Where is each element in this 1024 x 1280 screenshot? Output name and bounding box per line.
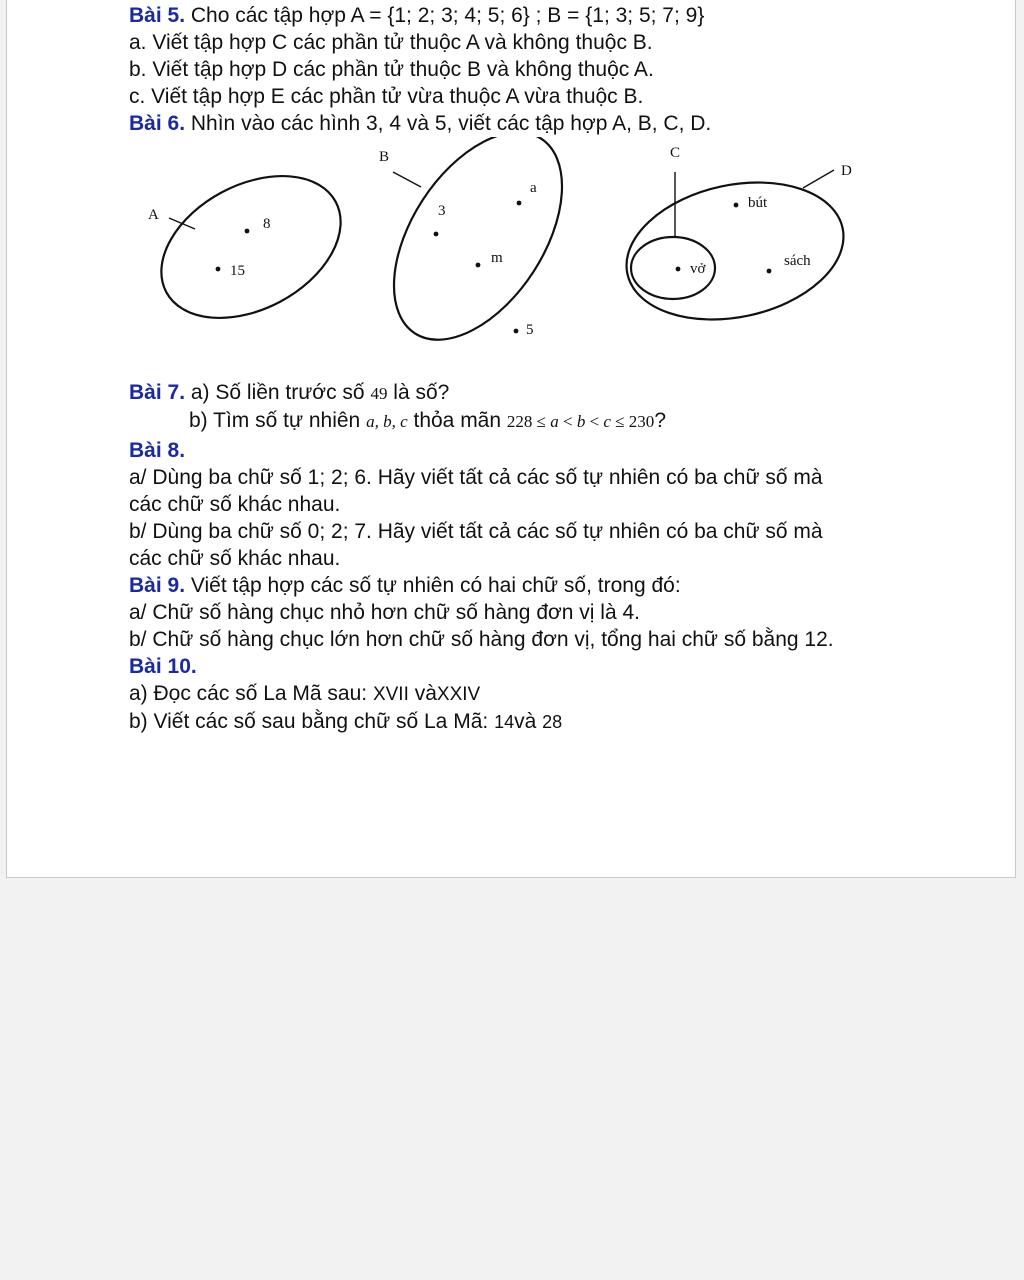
- bai9-a: a/ Chữ số hàng chục nhỏ hơn chữ số hàng đơn vị là 4.: [129, 601, 640, 624]
- bai5-a: a. Viết tập hợp C các phần tử thuộc A và không thuộc B.: [129, 31, 653, 54]
- bai7-title: Bài 7.: [129, 381, 186, 404]
- set-b-element-3: m: [491, 250, 503, 266]
- bai8-title: Bài 8.: [129, 439, 186, 462]
- bai7-b-mid: thỏa mãn: [413, 409, 502, 432]
- bai10-b: [129, 708, 989, 736]
- bai5-b: b. Viết tập hợp D các phần tử thuộc B và không thuộc A.: [129, 58, 654, 81]
- ineq-var-a: a: [550, 412, 559, 431]
- set-d-dot-2: [767, 269, 772, 274]
- bai5-intro: Cho các tập hợp A = {1; 2; 3; 4; 5; 6} ; B = {1; 3; 5; 7; 9}: [190, 4, 705, 27]
- set-cd-diagram: [614, 145, 857, 338]
- set-a-dot-2: [216, 267, 221, 272]
- set-c-element-1: vở: [690, 261, 706, 277]
- bai5-c: c. Viết tập hợp E các phần tử vừa thuộc A vừa thuộc B.: [129, 85, 644, 108]
- bai10-number-1: 14: [494, 712, 515, 732]
- set-c-label: C: [670, 145, 681, 161]
- bai9-b: b/ Chữ số hàng chục lớn hơn chữ số hàng đơn vị, tổng hai chữ số bằng 12.: [129, 628, 834, 651]
- bai5-title: Bài 5.: [129, 4, 186, 27]
- bai7-a-number: 49: [370, 384, 388, 403]
- bai10-a: [129, 680, 989, 708]
- bai8-a-line-1: a/ Dùng ba chữ số 1; 2; 6. Hãy viết tất cả các số tự nhiên có ba chữ số mà: [129, 466, 823, 489]
- ineq-part-4: ≤ 230: [615, 412, 655, 431]
- bai7-b-post: ?: [654, 409, 666, 432]
- set-b-dot-2: [517, 201, 522, 206]
- set-a-element-1: 8: [263, 216, 271, 232]
- bai10-a-and: và: [414, 682, 437, 705]
- set-b-label: B: [379, 149, 390, 165]
- bai10-title: Bài 10.: [129, 655, 197, 678]
- ineq-part-1: 228 ≤: [506, 412, 546, 431]
- bai8-b-line-1: b/ Dùng ba chữ số 0; 2; 7. Hãy viết tất cả các số tự nhiên có ba chữ số mà: [129, 520, 823, 543]
- ineq-part-2: <: [562, 412, 573, 431]
- bai10-number-2: 28: [542, 712, 563, 732]
- set-a-pointer: [169, 218, 195, 229]
- set-b-dot-outside: [514, 329, 519, 334]
- set-diagrams: [129, 137, 859, 377]
- set-b-outside-element: 5: [526, 322, 534, 338]
- set-b-dot-3: [476, 263, 481, 268]
- bai8-a-line-2: các chữ số khác nhau.: [129, 493, 341, 516]
- bai7-b-pre: b) Tìm số tự nhiên: [189, 409, 361, 432]
- set-d-ellipse: [614, 164, 857, 339]
- set-d-dot-1: [734, 203, 739, 208]
- set-a-dot-1: [245, 229, 250, 234]
- bai9-text: Viết tập hợp các số tự nhiên có hai chữ số, trong đó:: [190, 574, 681, 597]
- bai7-b-vars: [366, 412, 408, 431]
- ineq-var-c: c: [603, 412, 611, 431]
- set-d-element-1: bút: [748, 195, 768, 211]
- bai7-a-pre: a) Số liền trước số: [190, 381, 365, 404]
- bai6-line: [129, 110, 989, 137]
- bai10-b-pre: b) Viết các số sau bằng chữ số La Mã:: [129, 710, 489, 733]
- bai7-line-b: [129, 407, 989, 435]
- set-d-label: D: [841, 163, 852, 179]
- bai10-roman-2: XXIV: [436, 684, 481, 705]
- set-a-element-2: 15: [230, 263, 245, 279]
- set-b-diagram: [359, 137, 596, 369]
- set-b-dot-1: [434, 232, 439, 237]
- set-c-dot-1: [676, 267, 681, 272]
- set-a-diagram: [137, 147, 365, 347]
- set-d-element-2: sách: [784, 253, 811, 269]
- set-b-pointer: [393, 172, 421, 187]
- bai7-line-a: [129, 379, 989, 407]
- set-a-ellipse: [137, 147, 365, 347]
- ineq-part-3: <: [589, 412, 600, 431]
- bai6-title: Bài 6.: [129, 112, 186, 135]
- bai7-a-post: là số?: [393, 381, 450, 404]
- bai6-text: Nhìn vào các hình 3, 4 và 5, viết các tập hợp A, B, C, D.: [190, 112, 712, 135]
- set-b-ellipse: [359, 137, 596, 369]
- bai9-line: [129, 572, 989, 599]
- bai10-roman-1: XVII: [372, 684, 409, 705]
- set-a-label: A: [148, 207, 159, 223]
- set-d-pointer: [803, 170, 834, 188]
- bai8-b-line-2: các chữ số khác nhau.: [129, 547, 341, 570]
- set-b-element-2: a: [530, 180, 537, 196]
- bai7-b-vars-text: a, b, c: [366, 412, 408, 431]
- bai7-b-inequality: [507, 412, 654, 431]
- document-page: [6, 0, 1016, 878]
- set-b-element-1: 3: [438, 203, 446, 219]
- bai10-a-pre: a) Đọc các số La Mã sau:: [129, 682, 368, 705]
- ineq-var-b: b: [576, 412, 586, 431]
- document-content: [129, 0, 989, 736]
- bai9-title: Bài 9.: [129, 574, 186, 597]
- bai5-intro-line: [129, 2, 989, 29]
- bai10-b-and: và: [514, 710, 537, 733]
